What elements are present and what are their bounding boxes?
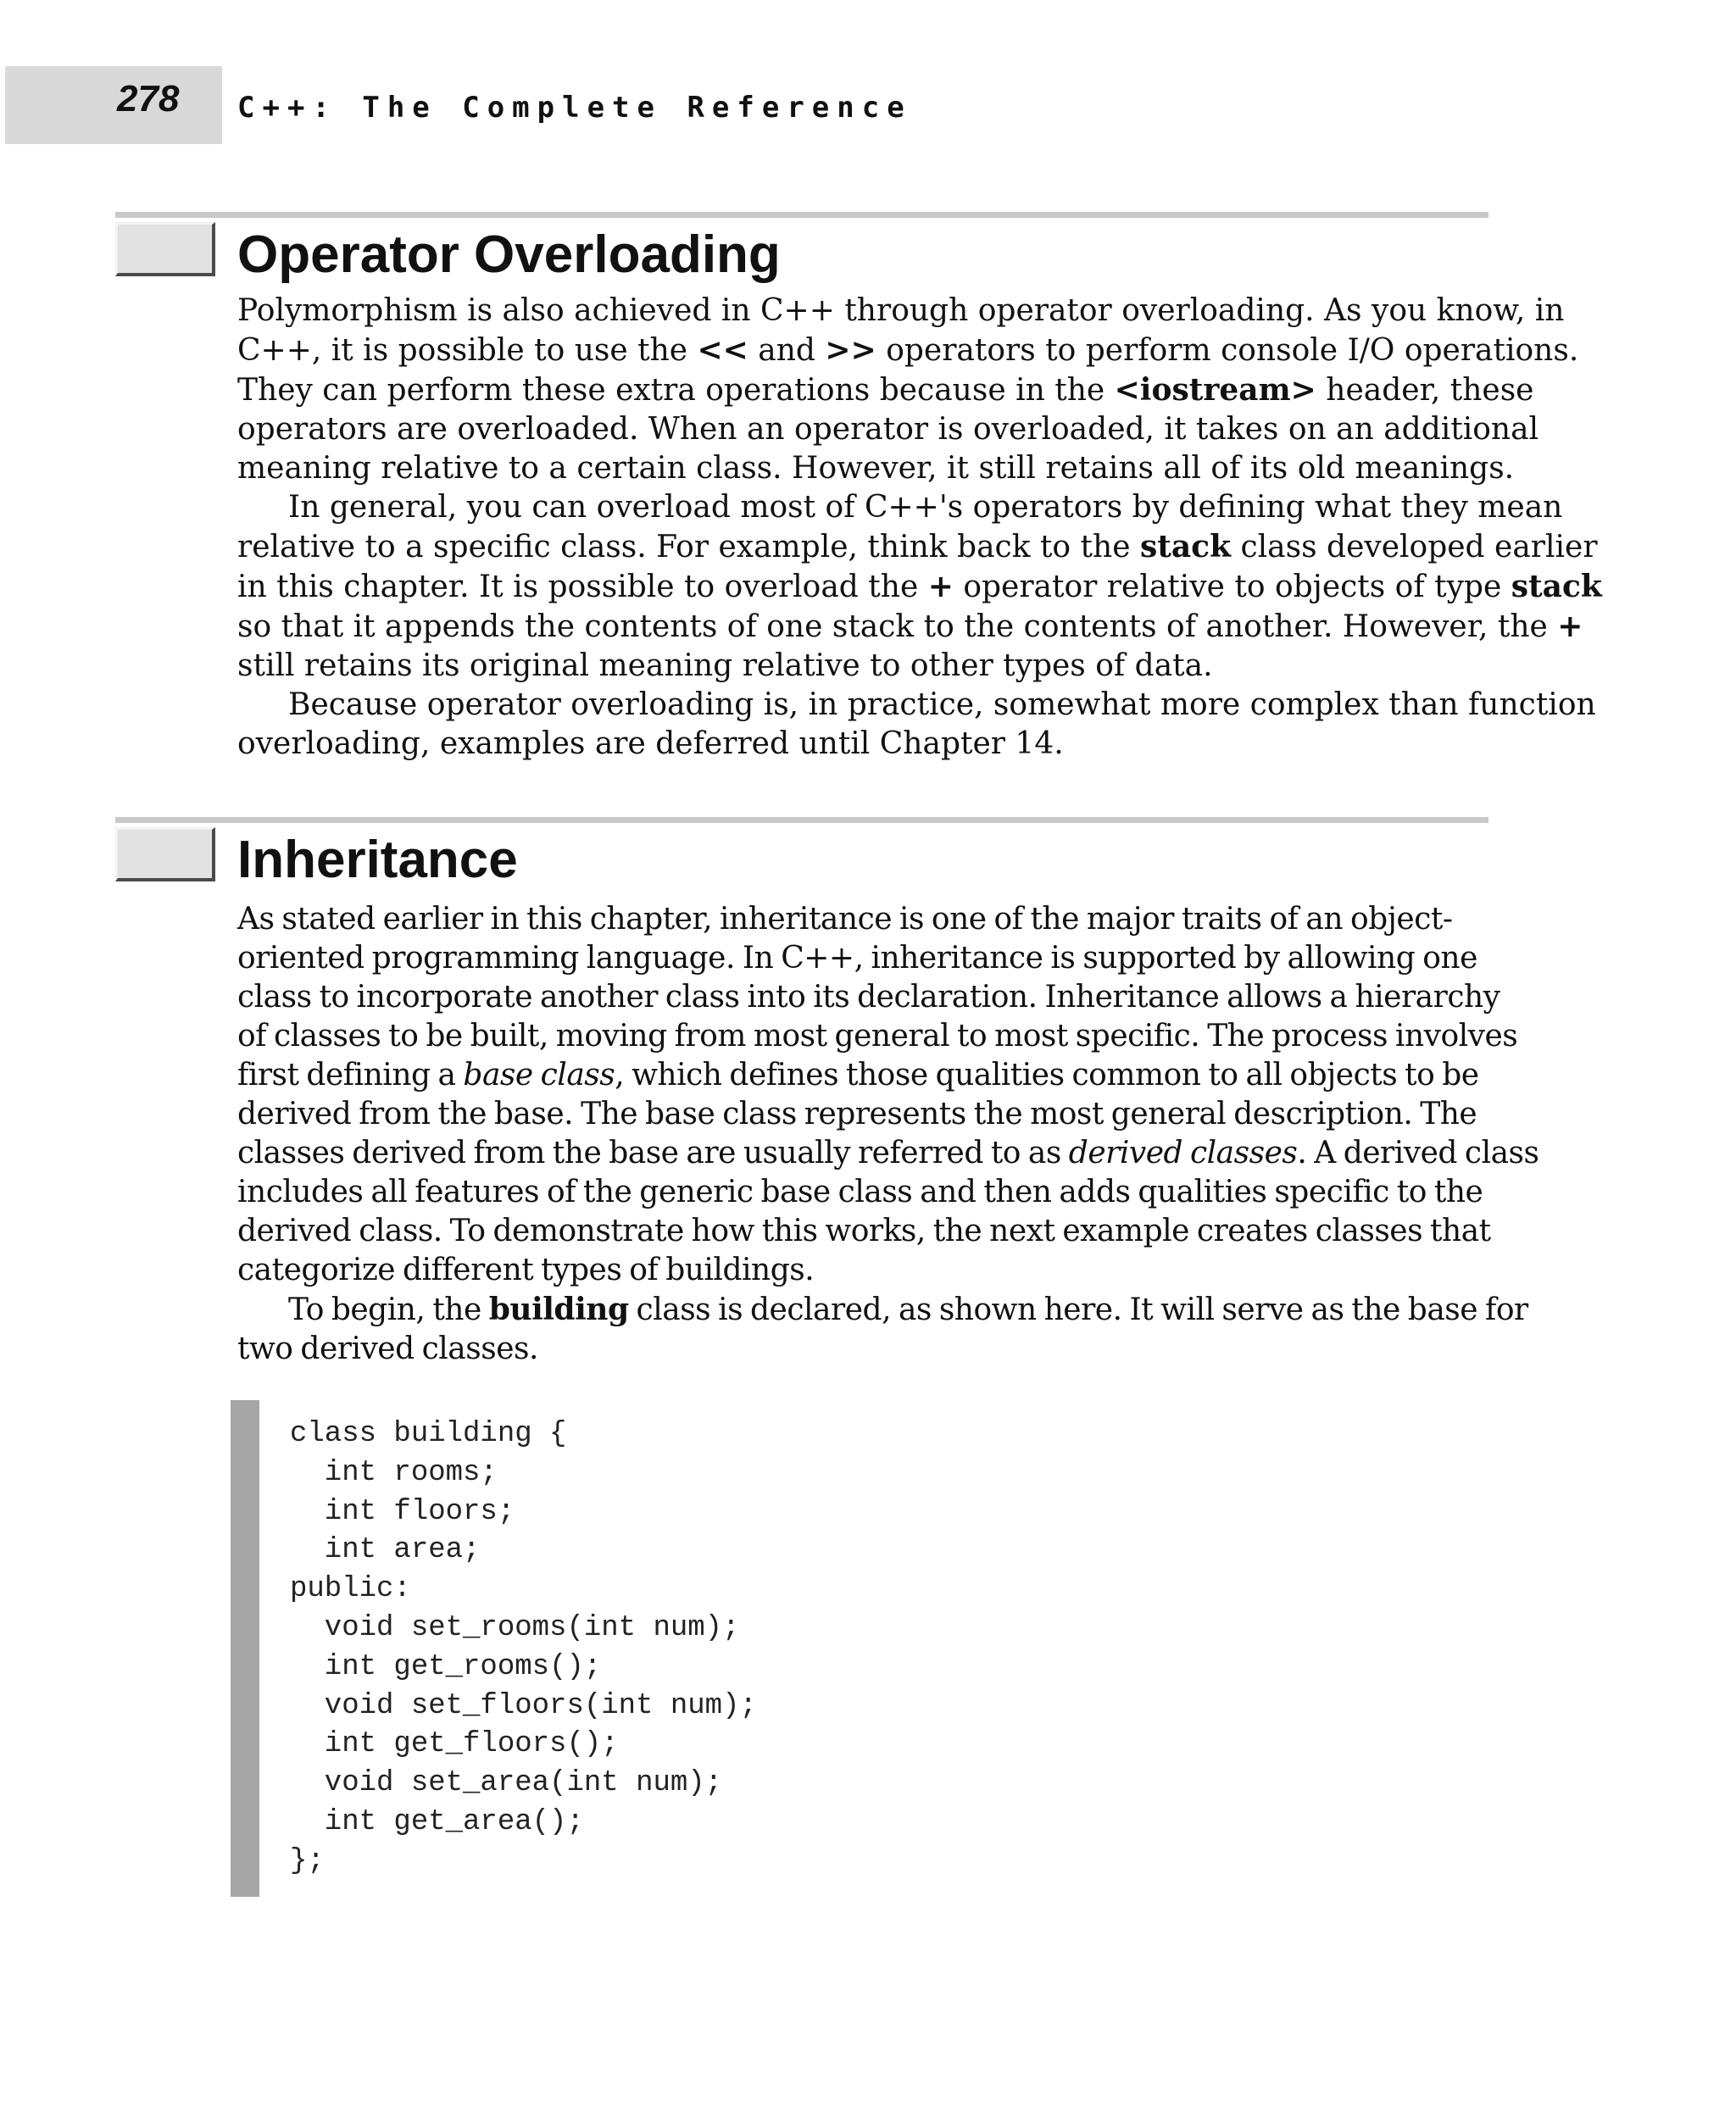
text-line — [237, 607, 1583, 647]
text-line — [237, 567, 1602, 607]
text-run: To begin, the — [288, 1293, 489, 1327]
paragraph — [237, 686, 1596, 764]
section-body-inheritance — [237, 900, 1539, 1369]
section-heading-inheritance: Inheritance — [237, 831, 518, 889]
text-line: Polymorphism is also achieved in C++ through operator overloading. As you know, in — [237, 293, 1565, 328]
text-line: includes all features of the generic base class and then adds qualities specific to the — [237, 1175, 1483, 1209]
text-line: categorize different types of buildings. — [237, 1253, 815, 1287]
text-run: <iostream> — [1114, 372, 1316, 408]
text-run: class developed earlier — [1231, 530, 1598, 564]
text-run: header, these — [1316, 373, 1534, 408]
code-line: void set_area(int num); — [290, 1767, 723, 1800]
code-line: void set_floors(int num); — [290, 1689, 757, 1722]
code-line: void set_rooms(int num); — [290, 1611, 740, 1644]
text-run: << — [697, 332, 748, 368]
text-run: so that it appends the contents of one stack to the contents of another. However, the — [237, 609, 1558, 644]
text-run: relative to a specific class. For example, think back to the — [237, 530, 1140, 564]
text-line: oriented programming language. In C++, inheritance is supported by allowing one — [237, 941, 1477, 976]
text-run: building — [488, 1292, 629, 1327]
text-line: As stated earlier in this chapter, inheritance is one of the major traits of an object- — [237, 902, 1453, 937]
text-run: first defining a — [237, 1058, 464, 1092]
text-line: still retains its original meaning relative to other types of data. — [237, 648, 1213, 683]
code-listing-bar — [231, 1400, 259, 1897]
text-line — [237, 1134, 1539, 1173]
section-marker-box — [115, 827, 215, 881]
text-run: >> — [825, 332, 876, 368]
text-line: operators are overloaded. When an operator is overloaded, it takes on an additional — [237, 412, 1539, 447]
code-line: class building { — [290, 1418, 567, 1450]
text-run: + — [1557, 609, 1583, 644]
text-line: two derived classes. — [237, 1331, 538, 1366]
text-line — [237, 331, 1579, 370]
text-run: derived classes — [1068, 1136, 1298, 1170]
paragraph — [237, 1290, 1528, 1369]
text-run: class is declared, as shown here. It will serve as the base for — [628, 1293, 1528, 1327]
code-line: }; — [290, 1844, 325, 1877]
code-line: int area; — [290, 1534, 481, 1567]
text-run: They can perform these extra operations because in the — [237, 373, 1115, 408]
section-heading-operator-overloading: Operator Overloading — [237, 225, 781, 284]
paragraph — [237, 900, 1539, 1290]
text-run: C++, it is possible to use the — [237, 333, 698, 368]
text-run: . A derived class — [1297, 1136, 1539, 1170]
text-line: of classes to be built, moving from most general to most specific. The process involves — [237, 1019, 1518, 1054]
text-run: operator relative to objects of type — [953, 570, 1511, 604]
code-listing — [290, 1415, 757, 1882]
text-line: Because operator overloading is, in practice, somewhat more complex than function — [288, 687, 1596, 722]
text-run: + — [927, 569, 954, 604]
running-header-book-title: C++: The Complete Reference — [237, 91, 912, 125]
text-run: base class — [463, 1058, 615, 1092]
text-run: classes derived from the base are usually referred to as — [237, 1136, 1069, 1170]
page-number-tab — [5, 66, 222, 144]
code-line: int floors; — [290, 1495, 515, 1528]
text-run: operators to perform console I/O operations. — [876, 333, 1579, 368]
text-line: derived class. To demonstrate how this works, the next example creates classes that — [237, 1214, 1491, 1248]
code-line: int get_area(); — [290, 1805, 584, 1838]
section-divider-rule — [115, 212, 1488, 218]
code-line: int get_rooms(); — [290, 1650, 602, 1683]
section-divider-rule — [115, 817, 1488, 823]
text-line: overloading, examples are deferred until Chapter 14. — [237, 726, 1064, 761]
text-run: and — [748, 333, 826, 368]
text-line — [237, 1290, 1528, 1330]
section-body-operator-overloading — [237, 292, 1602, 764]
code-line: int get_floors(); — [290, 1728, 619, 1761]
page-number: 278 — [117, 78, 180, 120]
paragraph — [237, 292, 1579, 488]
text-line — [237, 527, 1598, 567]
paragraph — [237, 488, 1602, 686]
text-line: In general, you can overload most of C++'s operators by defining what they mean — [288, 490, 1563, 525]
text-line: class to incorporate another class into its declaration. Inheritance allows a hierarchy — [237, 980, 1500, 1015]
section-marker-box — [115, 222, 215, 276]
text-run: , which defines those qualities common to all objects to be — [615, 1058, 1479, 1092]
text-run: in this chapter. It is possible to overload the — [237, 570, 928, 604]
text-line — [237, 1056, 1492, 1095]
text-run: stack — [1139, 529, 1232, 564]
code-line: public: — [290, 1573, 411, 1606]
text-line: meaning relative to a certain class. However, it still retains all of its old meanings. — [237, 451, 1515, 486]
text-run: stack — [1511, 569, 1602, 604]
text-line — [237, 370, 1534, 410]
text-line: derived from the base. The base class represents the most general description. The — [237, 1097, 1477, 1131]
code-line: int rooms; — [290, 1456, 498, 1489]
